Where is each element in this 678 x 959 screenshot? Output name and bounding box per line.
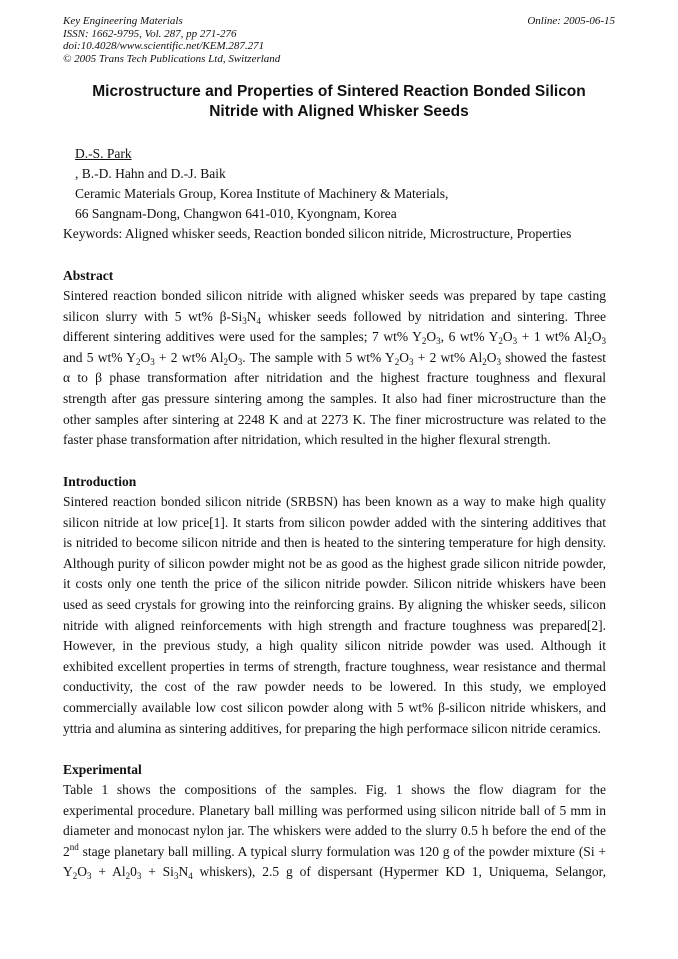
text-line: α to β phase transformation after nitridation and the highest fracture toughness and flexural xyxy=(63,370,606,386)
journal-header xyxy=(63,15,280,65)
text-line: Sintered reaction bonded silicon nitride (SRBSN) has been known as a way to make high quality xyxy=(63,494,606,509)
corresponding-author: D.-S. Park xyxy=(75,146,132,161)
text-line: $Y_2O_3 + Al_20_3 + Si_3N_4$ whiskers), 2.5 g of dispersant (Hypermer KD 1, Uniquema, Selangor, xyxy=(63,864,606,882)
experimental-heading: Experimental xyxy=(63,762,142,777)
text-line: nitride with aligned reinforcements with high strength and fracture toughness was prepared[2]. xyxy=(63,617,606,633)
text-line: However, in the previous study, a high quality silicon nitride powder was used. Although it xyxy=(63,638,606,654)
paper-title xyxy=(60,82,618,122)
text-line: different sintering additives were used for the samples; 7 wt% $Y_2O_3$, 6 wt% $Y_2O_3 + 1$ wt% $Al_2O_3$ xyxy=(63,329,606,347)
text-line: is nitrided to become silicon nitride and then is heated to the sintering temperature for high density. xyxy=(63,535,606,551)
text-line: other samples after sintering at 2248 K and at 2273 K. The finer microstructure was related to the xyxy=(63,411,606,427)
abstract-heading: Abstract xyxy=(63,268,114,283)
text-line: and 5 wt% $Y_2O_3 + 2$ wt% $Al_2O_3$. The sample with 5 wt% $Y_2O_3 + 2$ wt% $Al_2O_3$ showed the fastest xyxy=(63,349,606,367)
author-line xyxy=(75,144,448,184)
title-line: Nitride with Aligned Whisker Seeds xyxy=(209,103,469,120)
copyright-line: © 2005 Trans Tech Publications Ltd, Switzerland xyxy=(63,52,281,65)
text-line: silicon nitride at low price[1]. It starts from silicon powder added with the sintering additives that xyxy=(63,514,606,530)
journal-name: Key Engineering Materials xyxy=(63,15,183,27)
text-line: exhibited excellent properties in terms of strength, fracture toughness, wear resistance and thermal xyxy=(63,658,606,674)
abstract-section xyxy=(63,266,606,451)
text-line: conductivity, the cost of the raw powder needs to be lowered. In this study, we employed xyxy=(63,679,606,695)
text-line: Sintered reaction bonded silicon nitride with aligned whisker seeds was prepared by tape casting xyxy=(63,288,606,303)
doi-line: doi:10.4028/www.scientific.net/KEM.287.271 xyxy=(63,40,265,52)
affiliation-line: 66 Sangnam-Dong, Changwon 641-010, Kyongnam, Korea xyxy=(75,206,397,221)
experimental-section xyxy=(63,760,606,883)
text-line: experimental procedure. Planetary ball milling was performed using silicon nitride ball of 5 mm in xyxy=(63,802,606,818)
text-line: 2nd stage planetary ball milling. A typical slurry formulation was 120 g of the powder mixture (Si + xyxy=(63,841,606,859)
text-line: used as seed crystals for growing into the reinforcing grains. By aligning the whisker seeds, silicon xyxy=(63,596,606,612)
text-line: strength after gas pressure sintering among the samples. It also had finer microstructure than the xyxy=(63,390,606,406)
author-block xyxy=(75,144,448,224)
keywords: Keywords: Aligned whisker seeds, Reaction bonded silicon nitride, Microstructure, Properties xyxy=(63,226,572,241)
text-line: Although purity of silicon powder might not be as good as the highest grade silicon nitride powder, xyxy=(63,555,606,571)
online-date: Online: 2005-06-15 xyxy=(527,15,615,27)
text-line: commercially available low cost silicon powder along with 5 wt% β-silicon nitride whiskers, and xyxy=(63,699,606,715)
text-line: yttria and alumina as sintering additives, for preparing the high performace silicon nitride ceramics. xyxy=(63,720,601,736)
title-line: Microstructure and Properties of Sintered Reaction Bonded Silicon xyxy=(92,83,586,100)
coauthors: , B.-D. Hahn and D.-J. Baik xyxy=(75,166,226,181)
affiliation-line: Ceramic Materials Group, Korea Institute of Machinery & Materials, xyxy=(75,186,449,201)
introduction-section xyxy=(63,472,606,739)
text-line: diameter and monocast nylon jar. The whiskers were added to the slurry 0.5 h before the end of the xyxy=(63,823,606,839)
text-line: faster phase transformation after nitridation, which resulted in the higher flexural strength. xyxy=(63,432,551,448)
introduction-heading: Introduction xyxy=(63,474,137,489)
text-line: it costs only one tenth the price of the silicon nitride powder. Silicon nitride whiskers have been xyxy=(63,576,606,592)
text-line: silicon slurry with 5 wt% $\beta-Si_3N_4$ whisker seeds followed by nitridation and sintering. Three xyxy=(63,308,606,326)
text-line: Table 1 shows the compositions of the samples. Fig. 1 shows the flow diagram for the xyxy=(63,782,606,797)
issn-line: ISSN: 1662-9795, Vol. 287, pp 271-276 xyxy=(63,27,237,40)
